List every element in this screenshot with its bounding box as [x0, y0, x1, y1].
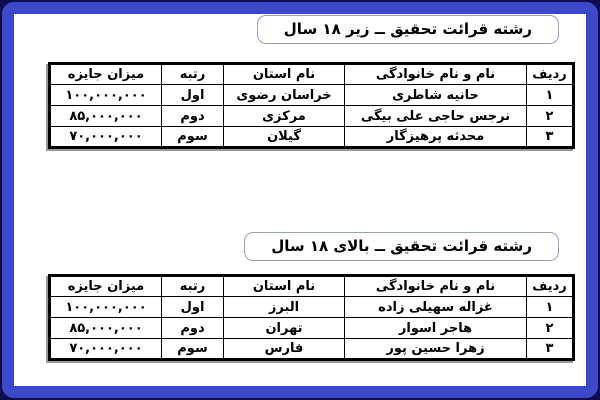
results-table-under18 — [48, 62, 575, 149]
section-title-text: رشته قرائت تحقیق ــ زیر ۱۸ سال — [283, 20, 532, 38]
header-full-name: نام و نام خانوادگی — [345, 64, 527, 85]
cell-province: تهران — [224, 318, 345, 339]
cell-prize-amount: ۸۵,۰۰۰,۰۰۰ — [50, 318, 162, 339]
header-rank: رتبه — [162, 64, 224, 85]
cell-prize-amount: ۱۰۰,۰۰۰,۰۰۰ — [50, 85, 162, 106]
table-row — [50, 297, 574, 318]
cell-rank: سوم — [162, 339, 224, 360]
cell-row-number: ۲ — [527, 106, 574, 127]
results-table-over18 — [48, 274, 575, 361]
cell-prize-amount: ۸۵,۰۰۰,۰۰۰ — [50, 106, 162, 127]
cell-row-number: ۲ — [527, 318, 574, 339]
cell-province: خراسان رضوی — [224, 85, 345, 106]
cell-rank: اول — [162, 85, 224, 106]
cell-full-name: حانیه شاطری — [345, 85, 527, 106]
cell-rank: دوم — [162, 318, 224, 339]
table-header-row — [50, 64, 574, 85]
header-province: نام استان — [224, 276, 345, 297]
cell-rank: سوم — [162, 127, 224, 148]
table-row — [50, 127, 574, 148]
cell-prize-amount: ۷۰,۰۰۰,۰۰۰ — [50, 127, 162, 148]
table-row — [50, 318, 574, 339]
cell-rank: دوم — [162, 106, 224, 127]
section-title-under18 — [257, 15, 559, 44]
cell-row-number: ۳ — [527, 339, 574, 360]
header-row-number: ردیف — [527, 276, 574, 297]
table-row — [50, 339, 574, 360]
cell-province: مرکزی — [224, 106, 345, 127]
cell-province: گیلان — [224, 127, 345, 148]
table-header-row — [50, 276, 574, 297]
header-prize-amount: میزان جایزه — [50, 64, 162, 85]
table-row — [50, 106, 574, 127]
document-page — [2, 2, 598, 398]
cell-rank: اول — [162, 297, 224, 318]
section-title-over18 — [244, 232, 559, 261]
cell-province: البرز — [224, 297, 345, 318]
cell-row-number: ۱ — [527, 297, 574, 318]
cell-prize-amount: ۱۰۰,۰۰۰,۰۰۰ — [50, 297, 162, 318]
cell-full-name: زهرا حسین پور — [345, 339, 527, 360]
header-full-name: نام و نام خانوادگی — [345, 276, 527, 297]
header-province: نام استان — [224, 64, 345, 85]
header-prize-amount: میزان جایزه — [50, 276, 162, 297]
header-row-number: ردیف — [527, 64, 574, 85]
cell-province: فارس — [224, 339, 345, 360]
cell-full-name: محدثه پرهیزگار — [345, 127, 527, 148]
cell-full-name: نرجس حاجی علی بیگی — [345, 106, 527, 127]
header-rank: رتبه — [162, 276, 224, 297]
cell-row-number: ۱ — [527, 85, 574, 106]
cell-full-name: غزاله سهیلی زاده — [345, 297, 527, 318]
cell-prize-amount: ۷۰,۰۰۰,۰۰۰ — [50, 339, 162, 360]
cell-full-name: هاجر اسوار — [345, 318, 527, 339]
table-row — [50, 85, 574, 106]
cell-row-number: ۳ — [527, 127, 574, 148]
section-title-text: رشته قرائت تحقیق ــ بالای ۱۸ سال — [271, 237, 532, 255]
